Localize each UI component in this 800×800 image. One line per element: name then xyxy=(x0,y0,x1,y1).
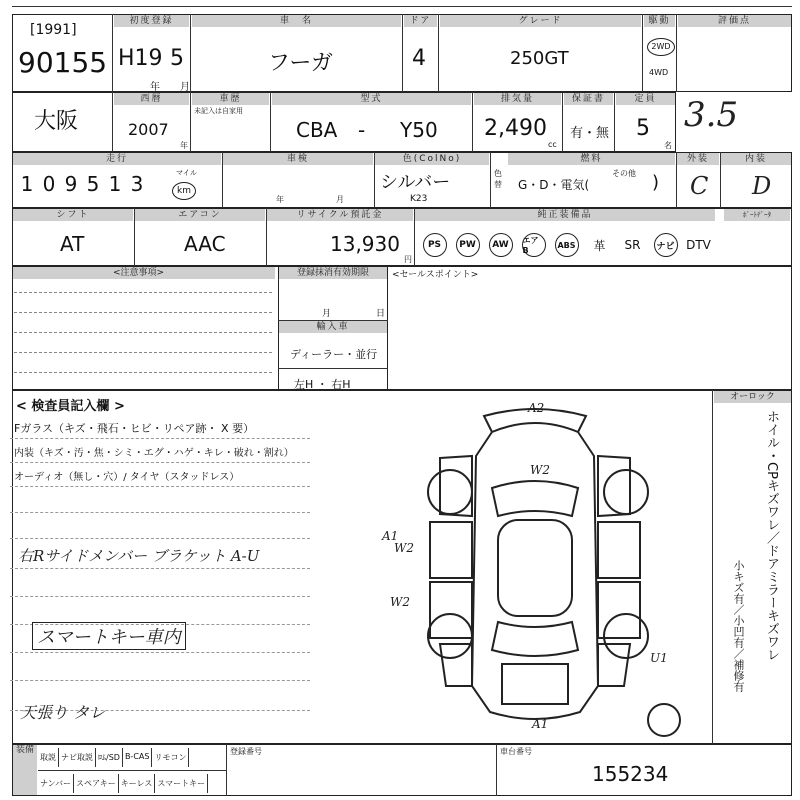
mileage-digit: 0 xyxy=(42,172,56,196)
color-code: K23 xyxy=(410,194,428,204)
equipment-label: ナビ xyxy=(654,233,678,257)
chassis-number: 155234 xyxy=(592,762,669,786)
fuel-other: その他 xyxy=(612,169,636,178)
mileage-digit: 1 xyxy=(108,172,122,196)
interior-grade: D xyxy=(752,172,772,200)
equipment-item xyxy=(649,226,682,264)
rear-window xyxy=(492,622,578,656)
fender-front-right xyxy=(598,456,630,516)
displacement-label: 排気量 xyxy=(474,93,561,105)
inspection-year-unit: 年 xyxy=(276,195,284,204)
mark-rear-bumper: A1 xyxy=(532,717,549,731)
caution-label: <注意事項> xyxy=(13,267,275,279)
capacity-label: 定員 xyxy=(616,93,675,105)
equipment-item xyxy=(451,226,484,264)
unit-km: km xyxy=(172,182,196,200)
footer-item: 取説 xyxy=(38,748,59,767)
inspection-label: 車検 xyxy=(223,153,373,165)
side-text: ホイル・CPキズワレ／ドアミラーキズワレ xyxy=(764,410,779,661)
color-label: 色(ColNo) xyxy=(375,153,489,165)
history-note: 未記入は自家用 xyxy=(194,107,243,115)
model-label: 型式 xyxy=(272,93,471,105)
mark-right-rear: U1 xyxy=(650,651,668,665)
equipment-label: PW xyxy=(456,233,480,257)
note-member: 右Rサイドメンバー ブラケット A-U xyxy=(18,547,260,565)
shift: AT xyxy=(60,232,85,256)
equipment-label: AW xyxy=(489,233,513,257)
drive-label: 駆動 xyxy=(644,15,675,27)
equipment-label: PS xyxy=(423,233,447,257)
footer-item: スペアキー xyxy=(74,774,119,793)
import-label: 輸入車 xyxy=(279,321,387,333)
mileage-digit: 1 xyxy=(20,172,34,196)
reg-month-unit: 月 xyxy=(322,309,332,319)
trunk xyxy=(502,664,568,704)
score-label: 評価点 xyxy=(678,15,791,27)
equipment-item xyxy=(484,226,517,264)
reg-expiry-label: 登録抹消有効期限 xyxy=(279,267,387,279)
unit-mile: マイル xyxy=(176,169,197,177)
equipment-label: ABS xyxy=(555,233,579,257)
year-label: 西暦 xyxy=(114,93,189,105)
equipment-label: エアB xyxy=(522,233,546,257)
car-name: フーガ xyxy=(268,51,333,76)
footer-item: キーレス xyxy=(119,774,156,793)
note-headliner: 天張り タレ xyxy=(20,703,106,722)
mileage-digit: 3 xyxy=(130,172,144,196)
equipment-label: SR xyxy=(624,238,641,252)
equipment-label: 革 xyxy=(593,238,606,253)
reg-no-label: 登録番号 xyxy=(230,747,262,756)
equip-label: 純正装備品 xyxy=(415,209,715,221)
fuel-label: 燃料 xyxy=(508,153,675,165)
exterior-grade: C xyxy=(690,172,709,200)
top-border xyxy=(12,6,792,7)
fuel: G・D・電気( xyxy=(518,178,590,192)
model-year: 2007 xyxy=(128,120,169,139)
grade: 250GT xyxy=(510,48,569,69)
footer-item: ナビ取説 xyxy=(59,748,96,767)
fender-rear-right xyxy=(598,644,630,686)
lot-label: [1991] xyxy=(30,22,77,38)
extra-label: ﾎﾞｰﾄﾃﾞｰﾀ xyxy=(724,209,790,221)
equipment-label: DTV xyxy=(686,238,711,252)
spare-wheel xyxy=(648,704,680,736)
reg-day-unit: 日 xyxy=(376,309,386,319)
fuel-close: ) xyxy=(652,172,660,193)
ac: AAC xyxy=(184,232,226,256)
door-front-left xyxy=(430,522,472,578)
equipment-item xyxy=(550,226,583,264)
wheel-rear-right xyxy=(604,614,648,658)
wheel-rear-left xyxy=(428,614,472,658)
month-unit: 月 xyxy=(180,82,190,93)
grade-label: グレード xyxy=(440,15,641,27)
cc-unit: cc xyxy=(548,140,557,149)
footer-items-row1 xyxy=(38,748,189,767)
side-label: オーロック xyxy=(714,391,791,403)
score: 3.5 xyxy=(684,95,739,135)
mileage-digit: 9 xyxy=(64,172,78,196)
interior-line: 内装（キズ・汚・焦・シミ・エグ・ハゲ・キレ・破れ・割れ） xyxy=(14,448,294,459)
ac-label: エアコン xyxy=(135,209,265,221)
inspector-title: < 検査員記入欄 > xyxy=(16,399,125,414)
model-code: Y50 xyxy=(400,118,438,142)
exterior-label: 外装 xyxy=(677,153,719,165)
glass-line: Fガラス（キズ・飛石・ヒビ・リペア跡・ X 要） xyxy=(14,422,255,435)
displacement: 2,490 xyxy=(484,116,547,141)
drive-4wd: 4WD xyxy=(649,68,669,77)
warranty-label: 保証書 xyxy=(564,93,613,105)
footer-item: ﾛﾑ/SD xyxy=(96,748,123,767)
roof xyxy=(498,520,572,616)
warranty: 有・無 xyxy=(570,126,610,141)
color: シルバー xyxy=(380,172,451,193)
yen-unit: 円 xyxy=(404,255,412,264)
mark-windshield: W2 xyxy=(530,463,550,477)
first-reg-month: 5 xyxy=(170,46,184,71)
audio-line: オーディオ（無し・穴）/ タイヤ（スタッドレス） xyxy=(14,472,240,483)
year-unit: 年 xyxy=(150,82,160,93)
mileage-label: 走行 xyxy=(13,153,221,165)
color-change-label: 色替 xyxy=(494,169,502,189)
first-reg-era: H19 xyxy=(118,46,163,71)
equip-left-label: 装備 xyxy=(13,745,37,795)
footer-item: B-CAS xyxy=(123,748,153,767)
first-reg-label: 初度登録 xyxy=(114,15,189,27)
capacity-unit: 名 xyxy=(664,141,672,150)
car-diagram xyxy=(380,396,710,742)
mark-left-rear: W2 xyxy=(390,595,410,609)
equipment-item xyxy=(682,226,715,264)
note-smartkey: スマートキー車内 xyxy=(32,622,186,650)
inspection-month-unit: 月 xyxy=(336,195,344,204)
lot-number: 90155 xyxy=(18,46,108,79)
drive-2wd: 2WD xyxy=(647,38,675,56)
wheel-front-left xyxy=(428,470,472,514)
chassis-label: 車台番号 xyxy=(500,747,532,756)
side-sub: 小キズ有／小凹有／補修有 xyxy=(732,560,745,692)
car-name-label: 車 名 xyxy=(192,15,401,27)
mileage-digits xyxy=(16,172,148,196)
door-rear-left xyxy=(430,582,472,638)
footer-item: ナンバー xyxy=(38,774,74,793)
dealer: ディーラー・並行 xyxy=(290,348,378,361)
capacity: 5 xyxy=(636,116,650,141)
equipment-item xyxy=(616,226,649,264)
interior-label: 内装 xyxy=(721,153,791,165)
doors: 4 xyxy=(412,46,426,71)
steering: 左H ・ 右H xyxy=(294,378,351,391)
mark-front-bumper: A2 xyxy=(528,401,545,415)
equipment-item xyxy=(517,226,550,264)
model-prefix: CBA xyxy=(296,118,338,142)
mark-left-front-2: W2 xyxy=(394,541,414,555)
equipment-item xyxy=(418,226,451,264)
mark-left-front: A1 xyxy=(382,529,399,543)
wheel-front-right xyxy=(604,470,648,514)
footer-items-row2 xyxy=(38,774,208,793)
recycle-label: リサイクル預託金 xyxy=(267,209,413,221)
equipment-item xyxy=(583,226,616,264)
windshield xyxy=(492,481,578,516)
recycle: 13,930 xyxy=(330,232,400,256)
footer-item: スマートキー xyxy=(155,774,208,793)
shift-label: シフト xyxy=(13,209,133,221)
door-front-right xyxy=(598,522,640,578)
mileage-digit: 5 xyxy=(86,172,100,196)
sales-label: <セールスポイント> xyxy=(392,270,479,280)
year-unit-2: 年 xyxy=(180,141,188,150)
model-dash: - xyxy=(358,118,366,142)
history-label: 車歴 xyxy=(192,93,269,105)
footer-item: リモコン xyxy=(152,748,189,767)
door-label: ドア xyxy=(404,15,437,27)
region: 大阪 xyxy=(34,109,79,134)
